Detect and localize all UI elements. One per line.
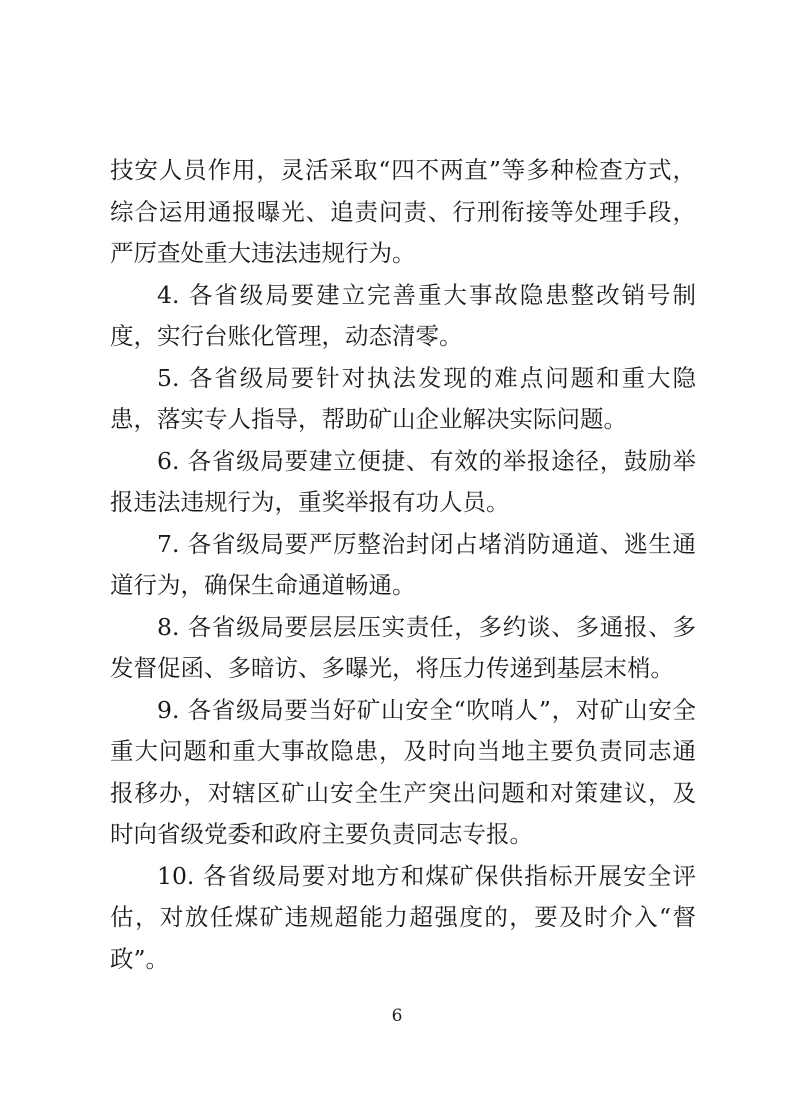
paragraph-item-6: 6. 各省级局要建立便捷、有效的举报途径，鼓励举报违法违规行为，重奖举报有功人员。 (110, 446, 696, 516)
paragraph-item-10: 10. 各省级局要对地方和煤矿保供指标开展安全评估，对放任煤矿违规超能力超强度的，要及时介入“督政”。 (110, 861, 696, 973)
paragraph-item-9: 9. 各省级局要当好矿山安全“吹哨人”，对矿山安全重大问题和重大事故隐患，及时向当地主要负责同志通报移办，对辖区矿山安全生产突出问题和对策建议，及时向省级党委和政府主要负责同志专报。 (110, 695, 696, 848)
paragraph-item-7: 7. 各省级局要严厉整治封闭占堵消防通道、逃生通道行为，确保生命通道畅通。 (110, 529, 696, 599)
paragraph-continuation: 技安人员作用，灵活采取“四不两直”等多种检查方式，综合运用通报曝光、追责问责、行刑衔接等处理手段，严厉查处重大违法违规行为。 (110, 156, 696, 267)
document-body (110, 150, 696, 980)
paragraph-item-5: 5. 各省级局要针对执法发现的难点问题和重大隐患，落实专人指导，帮助矿山企业解决实际问题。 (110, 363, 696, 433)
page-number: 6 (391, 1006, 403, 1026)
paragraph-item-8: 8. 各省级局要层层压实责任，多约谈、多通报、多发督促函、多暗访、多曝光，将压力传递到基层末梢。 (110, 612, 696, 682)
paragraph-item-4: 4. 各省级局要建立完善重大事故隐患整改销号制度，实行台账化管理，动态清零。 (110, 280, 696, 350)
